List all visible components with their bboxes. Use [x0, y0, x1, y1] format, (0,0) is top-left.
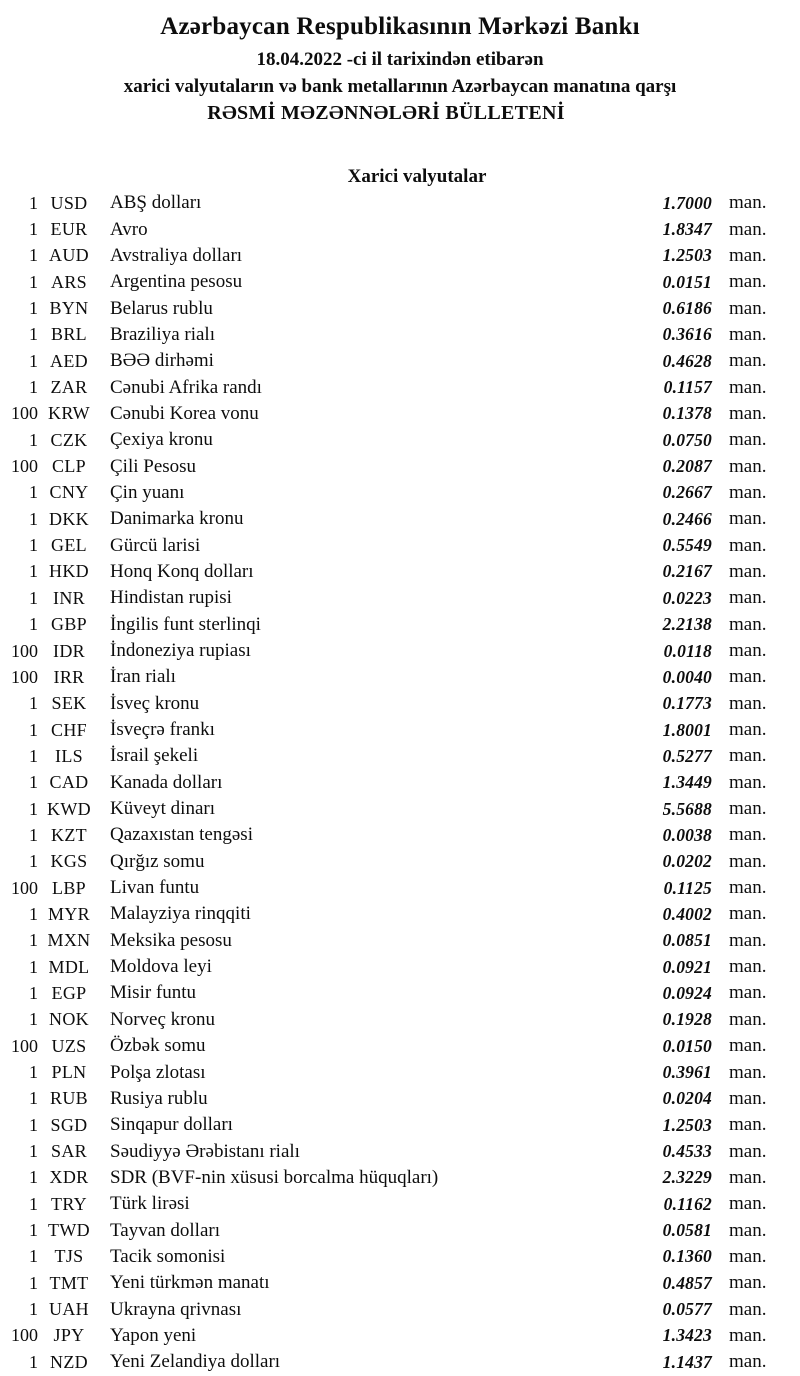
currency-code: INR: [53, 587, 85, 608]
currency-name: Norveç kronu: [110, 1008, 215, 1030]
rate-row: [0, 1138, 800, 1164]
currency-code: USD: [50, 192, 88, 213]
rate-value: 0.4533: [662, 1141, 712, 1162]
rate-row: [0, 243, 800, 269]
currency-code: KWD: [47, 798, 91, 819]
rate-value: 0.2667: [662, 482, 712, 503]
rate-row: [0, 1165, 800, 1191]
currency-code: TRY: [51, 1193, 87, 1214]
unit-label: man.: [729, 1219, 767, 1241]
rate-row: [0, 691, 800, 717]
currency-code: BRL: [51, 324, 87, 345]
rate-value: 1.8347: [662, 219, 712, 240]
currency-name: Polşa zlotası: [110, 1061, 206, 1083]
currency-quantity: 1: [29, 429, 38, 450]
unit-label: man.: [729, 640, 767, 662]
currency-code: LBP: [52, 877, 86, 898]
currency-name: Avro: [110, 218, 148, 240]
currency-name: İngilis funt sterlinqi: [110, 613, 261, 635]
currency-name: Sinqapur dolları: [110, 1114, 233, 1136]
rate-row: [0, 1191, 800, 1217]
currency-quantity: 1: [29, 982, 38, 1003]
currency-code: TWD: [48, 1220, 90, 1241]
currency-code: SAR: [51, 1141, 87, 1162]
currency-name: Danimarka kronu: [110, 508, 244, 530]
rate-row: [0, 322, 800, 348]
currency-name: Meksika pesosu: [110, 929, 232, 951]
currency-code: ILS: [55, 745, 83, 766]
rate-value: 0.1360: [662, 1246, 712, 1267]
unit-label: man.: [729, 192, 767, 214]
currency-name: Misir funtu: [110, 982, 197, 1004]
currency-code: CZK: [50, 429, 88, 450]
currency-code: IDR: [53, 640, 85, 661]
rate-value: 0.6186: [662, 298, 712, 319]
rate-value: 0.3616: [662, 324, 712, 345]
currency-quantity: 1: [29, 561, 38, 582]
rate-value: 1.3423: [662, 1325, 712, 1346]
currency-quantity: 1: [29, 1088, 38, 1109]
rate-value: 0.4628: [662, 350, 712, 371]
rate-value: 0.1125: [663, 877, 712, 898]
currency-name: Kanada dolları: [110, 771, 223, 793]
currency-quantity: 1: [29, 851, 38, 872]
currency-name: Argentina pesosu: [110, 271, 243, 293]
rate-row: [0, 770, 800, 796]
rate-value: 1.2503: [662, 245, 712, 266]
currency-quantity: 100: [11, 877, 38, 898]
unit-label: man.: [729, 271, 767, 293]
rate-row: [0, 1244, 800, 1270]
currency-quantity: 1: [29, 1272, 38, 1293]
document-header: [0, 0, 800, 127]
unit-label: man.: [729, 534, 767, 556]
currency-name: Küveyt dinarı: [110, 798, 216, 820]
currency-code: NZD: [50, 1351, 88, 1372]
unit-label: man.: [729, 402, 767, 424]
rate-row: [0, 348, 800, 374]
rate-value: 0.1162: [663, 1193, 712, 1214]
rate-row: [0, 796, 800, 822]
currency-code: AED: [50, 350, 88, 371]
currency-name: Cənubi Korea vonu: [110, 402, 259, 424]
unit-label: man.: [729, 771, 767, 793]
rate-row: [0, 743, 800, 769]
currency-quantity: 100: [11, 666, 38, 687]
currency-code: SEK: [51, 693, 87, 714]
rate-row: [0, 1323, 800, 1349]
currency-name: Tayvan dolları: [110, 1219, 220, 1241]
rate-value: 5.5688: [662, 798, 712, 819]
rate-row: [0, 928, 800, 954]
rate-value: 0.5277: [662, 745, 712, 766]
rate-row: [0, 1112, 800, 1138]
bank-name-title: Azərbaycan Respublikasının Mərkəzi Bankı: [160, 13, 640, 40]
unit-label: man.: [729, 1193, 767, 1215]
rate-value: 0.2087: [662, 456, 712, 477]
currency-quantity: 1: [29, 1351, 38, 1372]
rate-value: 0.0223: [662, 587, 712, 608]
rate-value: 0.4857: [662, 1272, 712, 1293]
rate-value: 0.0150: [662, 1035, 712, 1056]
currency-quantity: 100: [11, 1325, 38, 1346]
currency-name: Yapon yeni: [110, 1324, 197, 1346]
unit-label: man.: [729, 1351, 767, 1373]
rate-row: [0, 374, 800, 400]
currency-name: Hindistan rupisi: [110, 587, 232, 609]
currency-code: GBP: [51, 614, 87, 635]
unit-label: man.: [729, 1035, 767, 1057]
unit-label: man.: [729, 1298, 767, 1320]
currency-code: CNY: [49, 482, 89, 503]
rate-value: 0.0851: [662, 930, 712, 951]
currency-name: Belarus rublu: [110, 297, 213, 319]
currency-quantity: 1: [29, 508, 38, 529]
unit-label: man.: [729, 1324, 767, 1346]
bulletin-title: RƏSMİ MƏZƏNNƏLƏRİ BÜLLETENİ: [207, 102, 565, 124]
unit-label: man.: [729, 1114, 767, 1136]
currency-quantity: 1: [29, 245, 38, 266]
unit-label: man.: [729, 719, 767, 741]
currency-code: TJS: [54, 1246, 84, 1267]
currency-name: Honq Konq dolları: [110, 560, 254, 582]
currency-code: CLP: [52, 456, 86, 477]
rate-value: 0.1773: [662, 693, 712, 714]
currency-code: ARS: [51, 271, 87, 292]
currency-quantity: 1: [29, 745, 38, 766]
currency-quantity: 1: [29, 956, 38, 977]
rate-value: 0.0581: [662, 1220, 712, 1241]
rate-value: 0.0202: [662, 851, 712, 872]
currency-name: Çili Pesosu: [110, 455, 197, 477]
rate-value: 0.3961: [662, 1062, 712, 1083]
currency-quantity: 1: [29, 1246, 38, 1267]
rate-value: 0.0924: [662, 982, 712, 1003]
currency-code: IRR: [53, 666, 85, 687]
effective-date-line: 18.04.2022 -ci il tarixindən etibarən: [256, 49, 544, 70]
unit-label: man.: [729, 429, 767, 451]
unit-label: man.: [729, 1008, 767, 1030]
currency-code: EGP: [51, 982, 87, 1003]
currency-name: Özbək somu: [110, 1035, 206, 1057]
currency-quantity: 1: [29, 298, 38, 319]
currency-quantity: 1: [29, 350, 38, 371]
exchange-rates-table: [0, 190, 800, 1375]
unit-label: man.: [729, 956, 767, 978]
currency-code: RUB: [50, 1088, 88, 1109]
currency-quantity: 1: [29, 377, 38, 398]
currency-code: EUR: [50, 219, 88, 240]
currency-name: Livan funtu: [110, 877, 200, 899]
unit-label: man.: [729, 244, 767, 266]
currency-quantity: 100: [11, 640, 38, 661]
currency-name: Gürcü larisi: [110, 534, 201, 556]
rate-row: [0, 849, 800, 875]
unit-label: man.: [729, 692, 767, 714]
rate-value: 0.0038: [662, 824, 712, 845]
currency-name: Çin yuanı: [110, 481, 185, 503]
currency-code: MDL: [48, 956, 90, 977]
currency-code: GEL: [51, 535, 87, 556]
unit-label: man.: [729, 613, 767, 635]
unit-label: man.: [729, 666, 767, 688]
unit-label: man.: [729, 1272, 767, 1294]
currency-code: ZAR: [50, 377, 88, 398]
currency-name: Türk lirəsi: [110, 1193, 190, 1215]
currency-quantity: 1: [29, 1062, 38, 1083]
currency-name: Ukrayna qrivnası: [110, 1298, 242, 1320]
rate-row: [0, 1086, 800, 1112]
currency-name: Cənubi Afrika randı: [110, 376, 262, 398]
currency-code: UZS: [51, 1035, 87, 1056]
rate-row: [0, 901, 800, 927]
unit-label: man.: [729, 1140, 767, 1162]
currency-quantity: 1: [29, 482, 38, 503]
rate-row: [0, 875, 800, 901]
unit-label: man.: [729, 455, 767, 477]
rate-value: 1.3449: [662, 772, 712, 793]
currency-name: İsrail şekeli: [110, 745, 199, 767]
rate-value: 0.5549: [662, 535, 712, 556]
unit-label: man.: [729, 1245, 767, 1267]
currency-quantity: 1: [29, 614, 38, 635]
rate-value: 0.2167: [662, 561, 712, 582]
currency-name: Yeni türkmən manatı: [110, 1272, 270, 1294]
currency-quantity: 1: [29, 824, 38, 845]
currency-quantity: 1: [29, 903, 38, 924]
rate-value: 0.0151: [662, 271, 712, 292]
currency-name: ABŞ dolları: [110, 192, 202, 214]
rate-row: [0, 269, 800, 295]
currency-code: CHF: [51, 719, 87, 740]
unit-label: man.: [729, 877, 767, 899]
currency-quantity: 100: [11, 1035, 38, 1056]
rate-row: [0, 532, 800, 558]
currency-code: KGS: [50, 851, 88, 872]
currency-name: Çexiya kronu: [110, 429, 213, 451]
currency-code: UAH: [49, 1299, 89, 1320]
rate-value: 2.3229: [662, 1167, 712, 1188]
currency-name: Malayziya rinqqiti: [110, 903, 251, 925]
rate-row: [0, 506, 800, 532]
currency-name: İndoneziya rupiası: [110, 640, 251, 662]
unit-label: man.: [729, 745, 767, 767]
rate-value: 0.0577: [662, 1299, 712, 1320]
unit-label: man.: [729, 798, 767, 820]
rate-value: 0.2466: [662, 508, 712, 529]
currency-code: MYR: [48, 903, 90, 924]
currency-code: JPY: [53, 1325, 85, 1346]
rate-row: [0, 980, 800, 1006]
rate-row: [0, 559, 800, 585]
unit-label: man.: [729, 560, 767, 582]
unit-label: man.: [729, 323, 767, 345]
rate-value: 0.1928: [662, 1009, 712, 1030]
currency-name: SDR (BVF-nin xüsusi borcalma hüquqları): [110, 1166, 439, 1188]
currency-name: İran rialı: [110, 666, 176, 688]
currency-name: Avstraliya dolları: [110, 244, 243, 266]
currency-quantity: 1: [29, 693, 38, 714]
currency-quantity: 1: [29, 719, 38, 740]
currency-name: İsveçrə frankı: [110, 719, 215, 741]
currency-quantity: 1: [29, 219, 38, 240]
rate-value: 1.1437: [662, 1351, 712, 1372]
currency-code: TMT: [49, 1272, 89, 1293]
currency-quantity: 1: [29, 930, 38, 951]
unit-label: man.: [729, 850, 767, 872]
rate-value: 1.8001: [662, 719, 712, 740]
unit-label: man.: [729, 350, 767, 372]
unit-label: man.: [729, 929, 767, 951]
unit-label: man.: [729, 1061, 767, 1083]
rate-row: [0, 717, 800, 743]
currency-name: Qazaxıstan tengəsi: [110, 824, 253, 846]
currency-code: MXN: [47, 930, 91, 951]
currency-quantity: 1: [29, 1167, 38, 1188]
currency-code: HKD: [49, 561, 89, 582]
unit-label: man.: [729, 376, 767, 398]
currency-code: NOK: [49, 1009, 89, 1030]
unit-label: man.: [729, 587, 767, 609]
rate-value: 0.1157: [663, 377, 712, 398]
currency-quantity: 1: [29, 1114, 38, 1135]
currency-name: Braziliya rialı: [110, 323, 215, 345]
currency-code: BYN: [49, 298, 89, 319]
rate-row: [0, 190, 800, 216]
rate-row: [0, 401, 800, 427]
currency-quantity: 1: [29, 1193, 38, 1214]
rate-value: 1.2503: [662, 1114, 712, 1135]
rate-value: 0.0204: [662, 1088, 712, 1109]
currency-name: Rusiya rublu: [110, 1087, 208, 1109]
currency-quantity: 1: [29, 772, 38, 793]
currency-quantity: 1: [29, 798, 38, 819]
currency-quantity: 1: [29, 271, 38, 292]
rate-row: [0, 1217, 800, 1243]
unit-label: man.: [729, 508, 767, 530]
currency-quantity: 1: [29, 1141, 38, 1162]
rate-row: [0, 1033, 800, 1059]
unit-label: man.: [729, 481, 767, 503]
rate-row: [0, 1296, 800, 1322]
currency-quantity: 1: [29, 535, 38, 556]
rate-row: [0, 585, 800, 611]
unit-label: man.: [729, 1087, 767, 1109]
currency-name: Yeni Zelandiya dolları: [110, 1351, 281, 1373]
rate-row: [0, 216, 800, 242]
rate-row: [0, 954, 800, 980]
rate-row: [0, 822, 800, 848]
section-title-foreign-currencies: Xarici valyutalar: [347, 166, 487, 187]
unit-label: man.: [729, 297, 767, 319]
rate-row: [0, 664, 800, 690]
rate-row: [0, 638, 800, 664]
unit-label: man.: [729, 218, 767, 240]
currency-name: BƏƏ dirhəmi: [110, 350, 214, 372]
rate-value: 2.2138: [662, 614, 712, 635]
currency-quantity: 100: [11, 403, 38, 424]
currency-name: İsveç kronu: [110, 692, 200, 714]
currency-name: Qırğız somu: [110, 850, 205, 872]
rate-value: 0.0040: [662, 666, 712, 687]
currency-code: DKK: [49, 508, 89, 529]
rate-row: [0, 1270, 800, 1296]
currency-code: PLN: [51, 1062, 87, 1083]
rate-value: 1.7000: [662, 192, 712, 213]
unit-label: man.: [729, 982, 767, 1004]
currency-code: KZT: [51, 824, 87, 845]
rate-value: 0.4002: [662, 903, 712, 924]
rate-row: [0, 295, 800, 321]
rate-row: [0, 427, 800, 453]
currency-code: KRW: [48, 403, 90, 424]
rate-value: 0.0750: [662, 429, 712, 450]
unit-label: man.: [729, 824, 767, 846]
rate-value: 0.0921: [662, 956, 712, 977]
currency-name: Səudiyyə Ərəbistanı rialı: [110, 1140, 300, 1162]
currency-name: Moldova leyi: [110, 956, 212, 978]
currency-code: CAD: [49, 772, 89, 793]
currency-quantity: 1: [29, 324, 38, 345]
rate-row: [0, 1059, 800, 1085]
rate-row: [0, 480, 800, 506]
currency-code: AUD: [49, 245, 89, 266]
currency-quantity: 100: [11, 456, 38, 477]
currency-quantity: 1: [29, 1009, 38, 1030]
currency-quantity: 1: [29, 192, 38, 213]
currency-quantity: 1: [29, 1299, 38, 1320]
currency-quantity: 1: [29, 587, 38, 608]
rate-row: [0, 612, 800, 638]
currency-code: XDR: [49, 1167, 89, 1188]
currency-quantity: 1: [29, 1220, 38, 1241]
unit-label: man.: [729, 903, 767, 925]
currency-code: SGD: [50, 1114, 88, 1135]
currency-name: Tacik somonisi: [110, 1245, 226, 1267]
rate-row: [0, 1007, 800, 1033]
scope-line: xarici valyutaların və bank metallarının Azərbaycan manatına qarşı: [123, 76, 677, 97]
rate-value: 0.0118: [663, 640, 712, 661]
unit-label: man.: [729, 1166, 767, 1188]
rate-row: [0, 453, 800, 479]
rate-value: 0.1378: [662, 403, 712, 424]
rate-row: [0, 1349, 800, 1375]
